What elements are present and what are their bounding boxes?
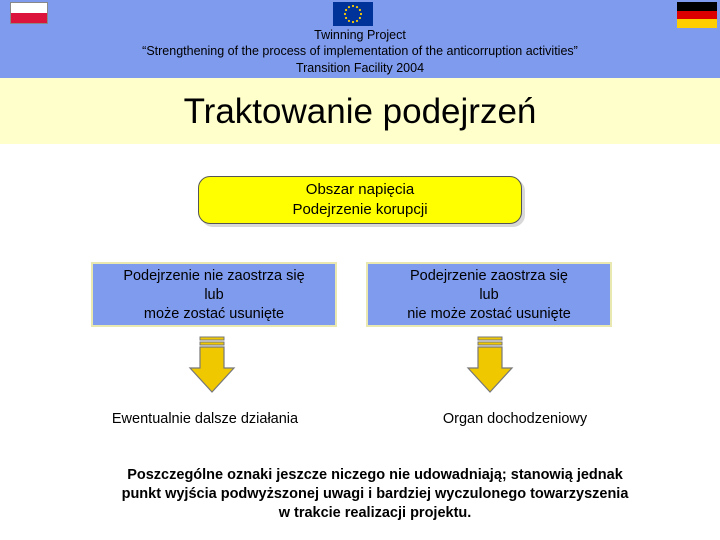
eu-flag-icon xyxy=(333,2,373,26)
investigative-body-label: Organ dochodzeniowy xyxy=(442,411,588,427)
down-arrow-icon xyxy=(188,336,236,394)
germany-flag-icon xyxy=(677,2,717,28)
left-box-line2: lub xyxy=(204,287,224,303)
project-header xyxy=(0,0,720,78)
footnote xyxy=(80,466,670,523)
suspicion-not-escalating-box xyxy=(91,262,337,327)
eu-star-icon xyxy=(348,20,350,22)
eu-star-icon xyxy=(345,17,347,19)
footnote-line2: punkt wyjścia podwyższonej uwagi i bardziej wyczulonego towarzyszenia xyxy=(121,486,629,502)
eu-star-icon xyxy=(345,9,347,11)
slide-title: Traktowanie podejrzeń xyxy=(183,92,537,131)
eu-star-icon xyxy=(359,9,361,11)
eu-star-icon xyxy=(359,17,361,19)
left-box-line3: może zostać usunięte xyxy=(143,306,285,322)
down-arrow-icon xyxy=(466,336,514,394)
header-facility: Transition Facility 2004 xyxy=(295,61,425,75)
right-box-line1: Podejrzenie zaostrza się xyxy=(410,268,568,284)
further-actions-label: Ewentualnie dalsze działania xyxy=(111,411,299,427)
suspicion-escalating-box xyxy=(366,262,612,327)
right-box-line3: nie może zostać usunięte xyxy=(407,306,571,322)
footnote-line1: Poszczególne oznaki jeszcze niczego nie udowadniają; stanowią jednak xyxy=(127,467,623,483)
eu-star-icon xyxy=(356,6,358,8)
right-box-line2: lub xyxy=(479,287,499,303)
eu-star-icon xyxy=(360,13,362,15)
footnote-line3: w trakcie realizacji projektu. xyxy=(278,505,472,521)
poland-flag-icon xyxy=(10,2,48,24)
tension-area-box xyxy=(198,176,522,224)
header-project-subtitle: “Strengthening of the process of implementation of the anticorruption activities” xyxy=(142,44,578,58)
eu-star-icon xyxy=(356,20,358,22)
header-project-name: Twinning Project xyxy=(314,28,406,42)
eu-star-icon xyxy=(344,13,346,15)
left-box-line1: Podejrzenie nie zaostrza się xyxy=(123,268,305,284)
eu-star-icon xyxy=(348,6,350,8)
eu-star-icon xyxy=(352,21,354,23)
eu-star-icon xyxy=(352,5,354,7)
tension-area-line1: Obszar napięcia xyxy=(305,181,415,198)
tension-area-line2: Podejrzenie korupcji xyxy=(292,201,428,218)
